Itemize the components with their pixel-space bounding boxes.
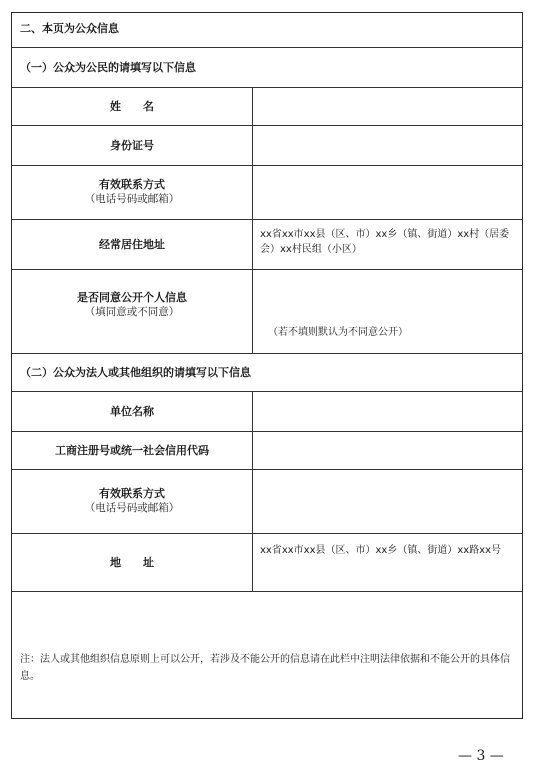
org-contact-label: 有效联系方式 （电话号码或邮箱）: [84, 487, 180, 514]
citizen-section-header: （一）公众为公民的请填写以下信息: [20, 61, 196, 74]
org-address-value[interactable]: xx省xx市xx县（区、市）xx乡（镇、街道）xx路xx号: [260, 545, 502, 556]
column-divider: [252, 391, 253, 591]
citizen-address-label: 经常居住地址: [99, 237, 165, 251]
name-field[interactable]: [260, 91, 516, 121]
registration-number-label: 工商注册号或统一社会信用代码: [55, 443, 209, 457]
consent-note: （若不填则默认为不同意公开）: [268, 327, 408, 338]
divider: [12, 47, 522, 48]
citizen-address-value[interactable]: xx省xx市xx县（区、市）xx乡（镇、街道）xx村（居委会）xx村民组（小区）: [260, 229, 510, 255]
org-contact-field[interactable]: [260, 473, 516, 529]
org-address-label: 地 址: [110, 555, 154, 569]
column-divider: [252, 87, 253, 353]
name-label: 姓 名: [110, 99, 154, 113]
citizen-contact-field[interactable]: [260, 169, 516, 215]
citizen-contact-label: 有效联系方式 （电话号码或邮箱）: [84, 178, 180, 205]
unit-name-field[interactable]: [260, 395, 516, 427]
consent-label: 是否同意公开个人信息 （填同意或不同意）: [77, 291, 187, 318]
id-number-field[interactable]: [260, 129, 516, 161]
divider: [12, 591, 522, 592]
registration-number-field[interactable]: [260, 435, 516, 465]
divider: [12, 269, 522, 270]
id-number-label: 身份证号: [110, 138, 154, 152]
unit-name-label: 单位名称: [110, 404, 154, 418]
page-number: — 3 —: [458, 748, 504, 764]
org-section-header: （二）公众为法人或其他组织的请填写以下信息: [20, 366, 251, 379]
section-title: 二、本页为公众信息: [20, 22, 119, 35]
form-table: [11, 12, 523, 719]
footnote: 注：法人或其他组织信息原则上可以公开，若涉及不能公开的信息请在此栏中注明法律依据和不能公开的具体信息。: [20, 654, 510, 682]
divider: [12, 353, 522, 354]
